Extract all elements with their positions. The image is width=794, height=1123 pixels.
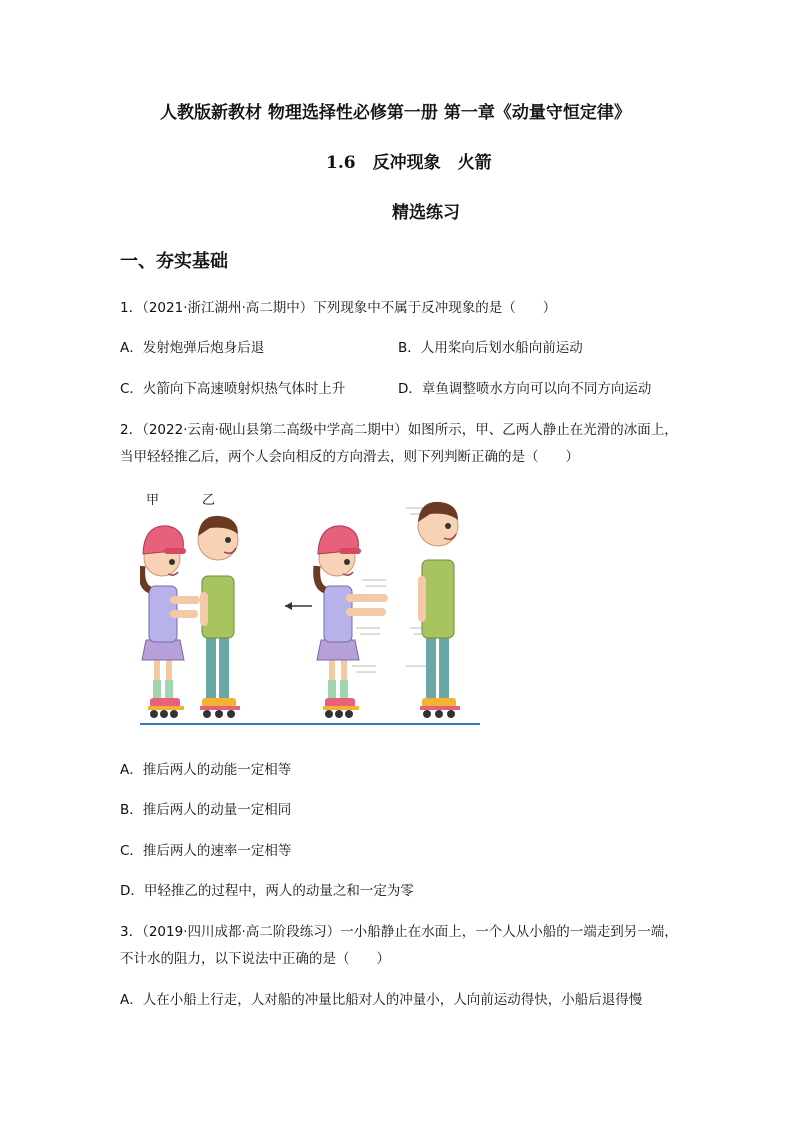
question-3-stem-line1: 3．（2019·四川成都·高二阶段练习）一小船静止在水面上，一个人从小船的一端走到另一端， <box>120 924 678 940</box>
question-1-option-b: B．人用桨向后划水船向前运动 <box>398 340 583 356</box>
motion-arrow-left <box>285 602 312 610</box>
question-2-option-b: B．推后两人的动量一定相同 <box>120 802 292 818</box>
question-1-option-d: D．章鱼调整喷水方向可以向不同方向运动 <box>398 381 652 397</box>
section-heading: 一、夯实基础 <box>120 251 228 272</box>
document-subtitle: 1.6 反冲现象 火箭 <box>326 153 492 173</box>
document-subsubtitle: 精选练习 <box>392 203 460 223</box>
skaters-illustration <box>140 488 480 728</box>
figure-label-jia: 甲 <box>146 493 160 508</box>
question-2-stem-line2: 当甲轻轻推乙后，两个人会向相反的方向滑去，则下列判断正确的是（ ） <box>120 449 579 465</box>
question-2-stem-line1: 2．（2022·云南·砚山县第二高级中学高二期中）如图所示，甲、乙两人静止在光滑的冰面上， <box>120 422 678 438</box>
right-girl-jia <box>317 526 388 718</box>
left-boy-yi <box>198 516 240 718</box>
question-2-option-c: C．推后两人的速率一定相等 <box>120 843 292 859</box>
right-boy-yi <box>418 502 460 718</box>
question-3-stem-line2: 不计水的阻力，以下说法中正确的是（ ） <box>120 951 390 967</box>
question-1-option-c: C．火箭向下高速喷射炽热气体时上升 <box>120 381 346 397</box>
figure-label-yi: 乙 <box>202 493 216 508</box>
document-title: 人教版新教材 物理选择性必修第一册 第一章《动量守恒定律》 <box>160 103 631 123</box>
left-girl-jia <box>142 526 200 718</box>
question-2-option-a: A．推后两人的动能一定相等 <box>120 762 292 778</box>
question-3-option-a: A．人在小船上行走，人对船的冲量比船对人的冲量小，人向前运动得快，小船后退得慢 <box>120 992 643 1008</box>
question-1-stem: 1．（2021·浙江湖州·高二期中）下列现象中不属于反冲现象的是（ ） <box>120 300 557 316</box>
skaters-figure <box>140 488 480 728</box>
question-1-option-a: A．发射炮弹后炮身后退 <box>120 340 265 356</box>
question-2-option-d: D．甲轻推乙的过程中，两人的动量之和一定为零 <box>120 883 414 899</box>
